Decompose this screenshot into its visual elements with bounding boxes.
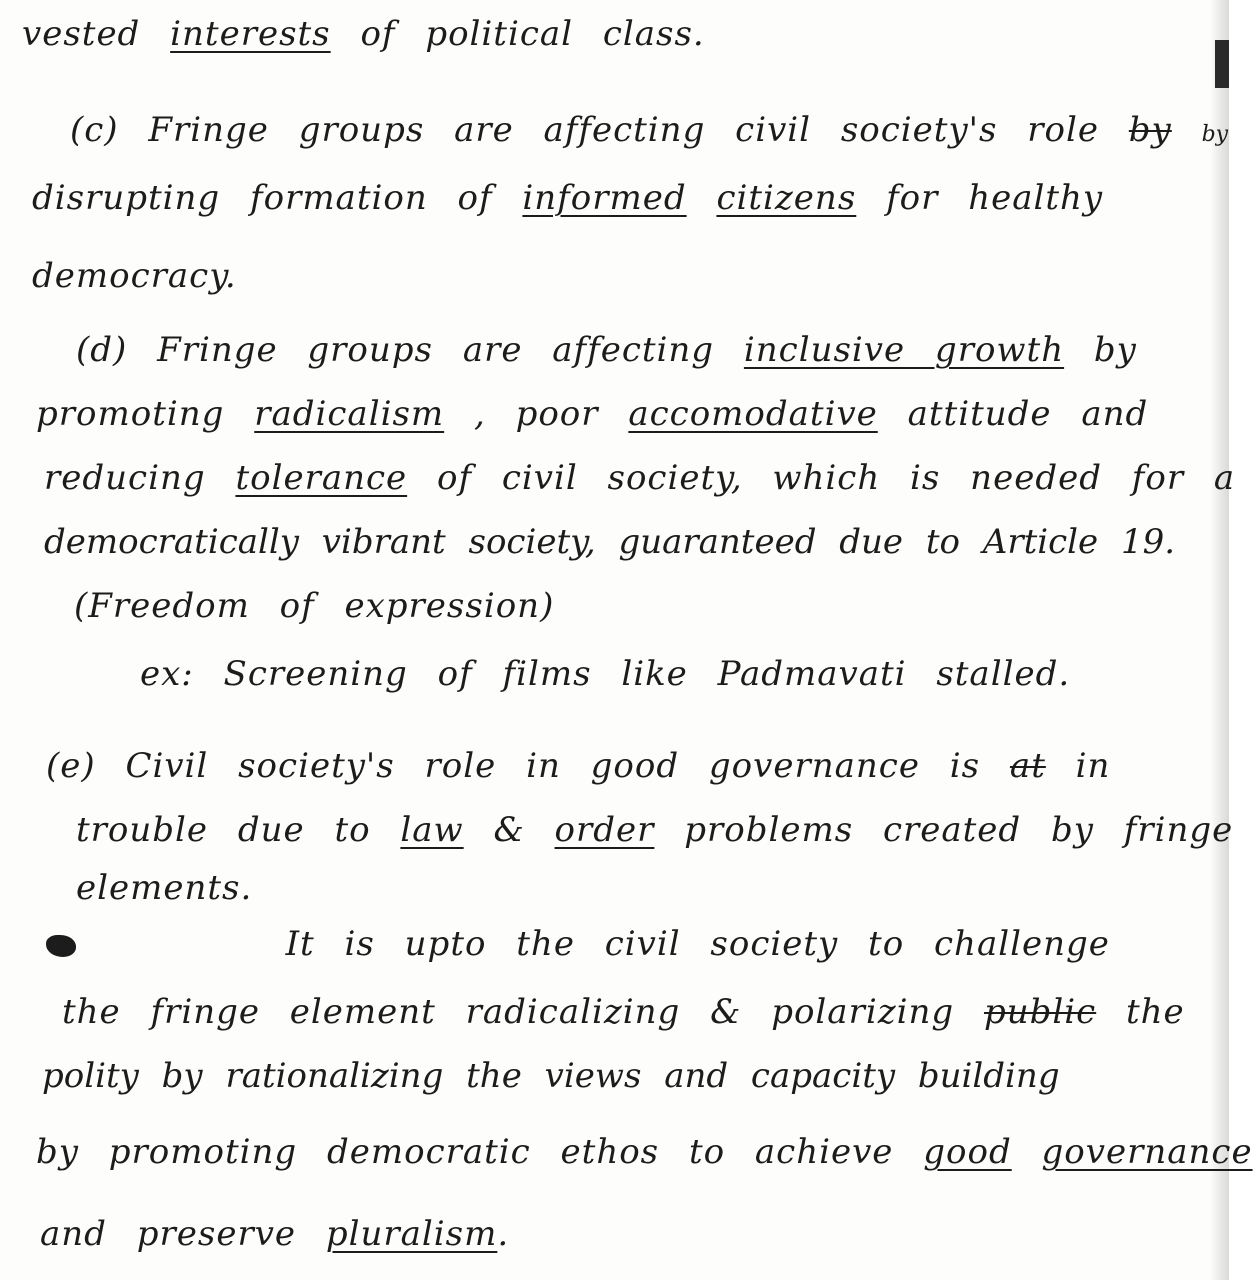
text-line-12: [76, 808, 1233, 852]
line-12-underlined-b: order: [554, 810, 655, 850]
line-18-text-a: and preserve: [40, 1214, 297, 1254]
text-line-13: [76, 866, 252, 910]
text-line-9: [74, 584, 554, 628]
line-3-underlined-a: informed: [522, 178, 687, 218]
line-5-text-b: by: [1093, 330, 1137, 370]
text-line-6: [36, 392, 1148, 436]
text-line-5: [76, 328, 1137, 372]
line-12-text-a: trouble due to: [76, 810, 371, 850]
line-10-text-a: ex: Screening of films like Padmavati stalled.: [140, 654, 1071, 694]
text-line-8: [44, 520, 1175, 564]
text-line-7: [44, 456, 1235, 500]
line-16-text-a: polity by rationalizing the views and capacity building: [42, 1056, 1060, 1096]
text-line-11: [46, 744, 1110, 788]
line-15-struck-word: public: [983, 992, 1097, 1032]
line-4-text-a: democracy.: [32, 256, 237, 296]
line-11-text-b: in: [1075, 746, 1111, 786]
line-6-text-a: promoting: [36, 394, 225, 434]
line-5-text-a: (d) Fringe groups are affecting: [76, 330, 715, 370]
line-14-text-a: It is upto the civil society to challenge: [285, 924, 1110, 964]
text-line-14: [40, 922, 1110, 966]
line-17-underlined-b: governance: [1041, 1132, 1253, 1172]
line-8-text-a: democratically vibrant society, guaranteed due to Article 19.: [44, 522, 1176, 562]
text-line-17: [36, 1130, 1253, 1174]
text-line-1: [22, 12, 705, 56]
line-3-underlined-b: citizens: [716, 178, 857, 218]
text-line-10: [140, 652, 1070, 696]
line-7-underlined-a: tolerance: [235, 458, 408, 498]
line-11-text-a: (e) Civil society's role in good governance is: [46, 746, 981, 786]
text-line-4: [32, 254, 237, 298]
line-6-text-b: , poor: [473, 394, 599, 434]
line-12-text-c: problems created by fringe: [684, 810, 1234, 850]
line-7-text-a: reducing: [44, 458, 206, 498]
line-18-text-b: .: [497, 1214, 510, 1254]
line-2-text-a: (c) Fringe groups are affecting civil society's role: [70, 110, 1099, 150]
line-15-text-b: the: [1126, 992, 1185, 1032]
page-edge-shadow: [1211, 0, 1229, 1280]
text-line-2: [70, 108, 1228, 157]
line-1-text-a: vested: [22, 14, 141, 54]
line-11-struck-word: at: [1009, 746, 1046, 786]
line-6-text-c: attitude and: [907, 394, 1149, 434]
text-line-16: [42, 1054, 1060, 1098]
scribbled-out-mark: [46, 935, 76, 957]
line-17-text-a: by promoting democratic ethos to achieve: [36, 1132, 894, 1172]
line-3-text-a: disrupting formation of: [32, 178, 493, 218]
line-3-text-b: for healthy: [886, 178, 1104, 218]
text-line-3: [32, 176, 1103, 220]
text-line-18: [40, 1212, 509, 1256]
line-17-underlined-a: good: [923, 1132, 1012, 1172]
line-6-underlined-b: accomodative: [628, 394, 878, 434]
line-1-underlined-a: interests: [170, 14, 331, 54]
line-15-text-a: the fringe element radicalizing & polarizing: [62, 992, 955, 1032]
line-2-text-b: by: [1201, 122, 1229, 147]
text-line-15: [62, 990, 1185, 1034]
line-12-text-b: &: [493, 810, 525, 850]
line-5-underlined-a: inclusive growth: [743, 330, 1065, 370]
line-6-underlined-a: radicalism: [254, 394, 445, 434]
line-13-text-a: elements.: [76, 868, 253, 908]
line-18-underlined-a: pluralism: [325, 1214, 498, 1254]
line-12-underlined-a: law: [400, 810, 464, 850]
line-2-struck-word: by: [1128, 110, 1172, 150]
line-1-text-b: of political class.: [360, 14, 705, 54]
line-9-text-a: (Freedom of expression): [74, 586, 555, 626]
page-edge-tab: [1215, 40, 1229, 88]
line-7-text-b: of civil society, which is needed for a: [436, 458, 1236, 498]
